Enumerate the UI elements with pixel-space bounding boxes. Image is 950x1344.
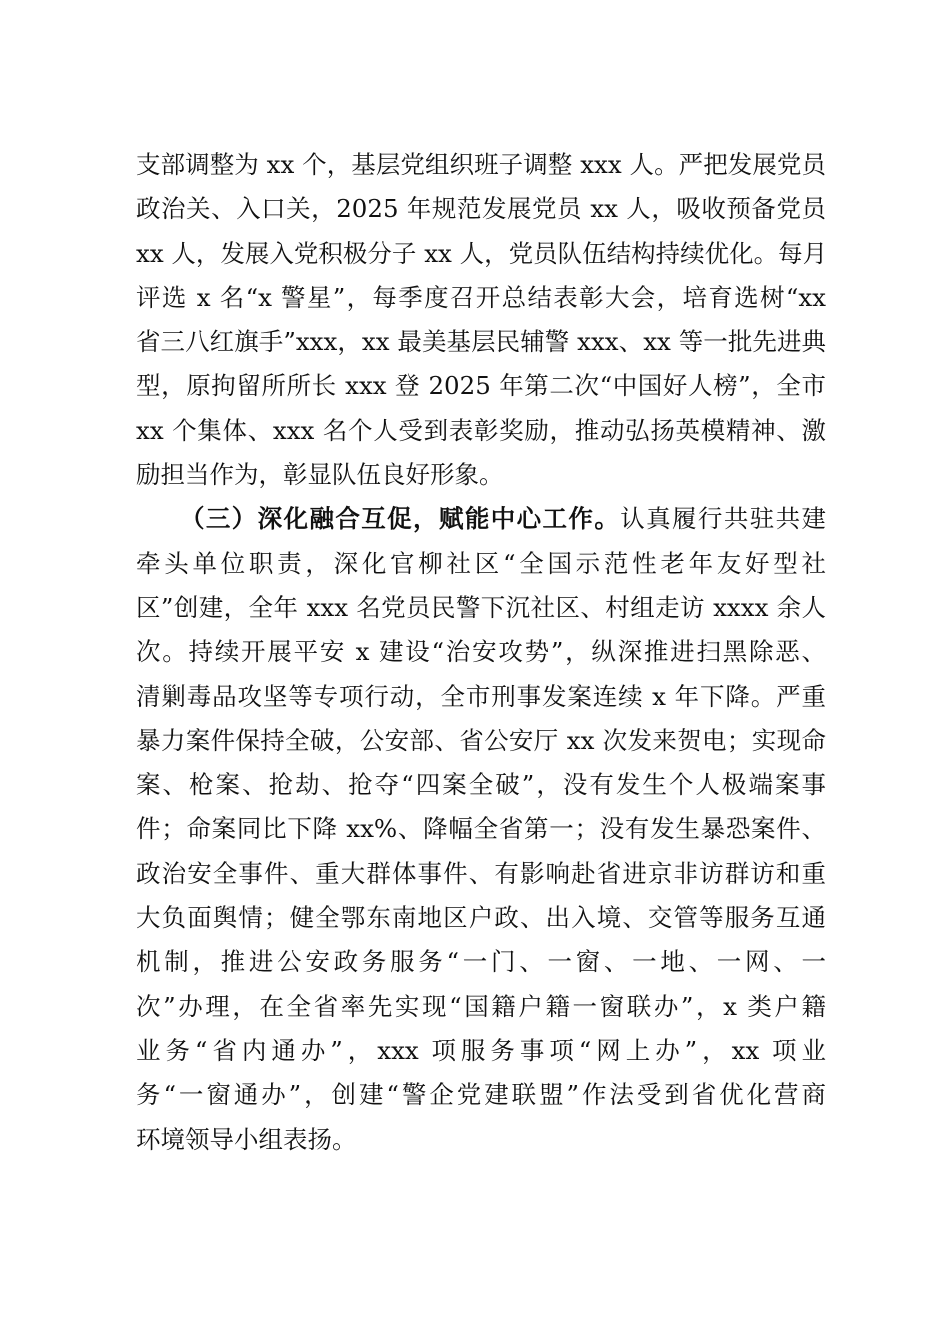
text-line: 次。持续开展平安 x 建设“治安攻势”，纵深推进扫黑除恶、 [136,637,826,667]
text-line: 务“一窗通办”，创建“警企党建联盟”作法受到省优化营商 [136,1080,826,1110]
text-line: 清剿毒品攻坚等专项行动，全市刑事发案连续 x 年下降。严重 [136,681,826,711]
text-span: 认真履行共驻共建 [620,504,827,534]
text-line: 机制，推进公安政务服务“一门、一窗、一地、一网、一 [136,947,826,977]
text-line: 政治安全事件、重大群体事件、有影响赴省进京非访群访和重 [136,858,826,888]
paragraph-party-building [136,143,826,497]
text-line: 暴力案件保持全破，公安部、省公安厅 xx 次发来贺电；实现命 [136,725,826,755]
text-line: 案、枪案、抢劫、抢夺“四案全破”，没有发生个人极端案事 [136,770,826,800]
text-line: 件；命案同比下降 xx%、降幅全省第一；没有发生暴恐案件、 [136,814,826,844]
section-heading: （三）深化融合互促，赋能中心工作。 [180,504,621,534]
text-line: 励担当作为，彰显队伍良好形象。 [136,460,504,490]
text-line: 次”办理，在全省率先实现“国籍户籍一窗联办”，x 类户籍 [136,991,826,1021]
text-line: 大负面舆情；健全鄂东南地区户政、出入境、交管等服务互通 [136,903,826,933]
text-line: 省三八红旗手”xxx，xx 最美基层民辅警 xxx、xx 等一批先进典 [136,327,826,357]
text-line-with-heading [136,497,826,541]
text-line: 牵头单位职责，深化官柳社区“全国示范性老年友好型社 [136,548,826,578]
text-line: 支部调整为 xx 个，基层党组织班子调整 xxx 人。严把发展党员 [136,150,826,179]
text-line: xx 人，发展入党积极分子 xx 人，党员队伍结构持续优化。每月 [136,238,828,268]
text-line: 业务“省内通办”，xxx 项服务事项“网上办”，xx 项业 [136,1035,826,1065]
text-line: 型，原拘留所所长 xxx 登 2025 年第二次“中国好人榜”，全市 [136,371,826,401]
text-line: 环境领导小组表扬。 [136,1124,357,1154]
text-line: 区”创建，全年 xxx 名党员民警下沉社区、村组走访 xxxx 余人 [136,592,826,622]
text-line: 评选 x 名“x 警星”，每季度召开总结表彰大会，培育选树“xx [136,282,826,312]
text-line: xx 个集体、xxx 名个人受到表彰奖励，推动弘扬英模精神、激 [136,415,826,445]
paragraph-integration [136,497,826,1161]
text-line: 政治关、入口关，2025 年规范发展党员 xx 人，吸收预备党员 [136,194,826,224]
document-page [136,143,826,1162]
